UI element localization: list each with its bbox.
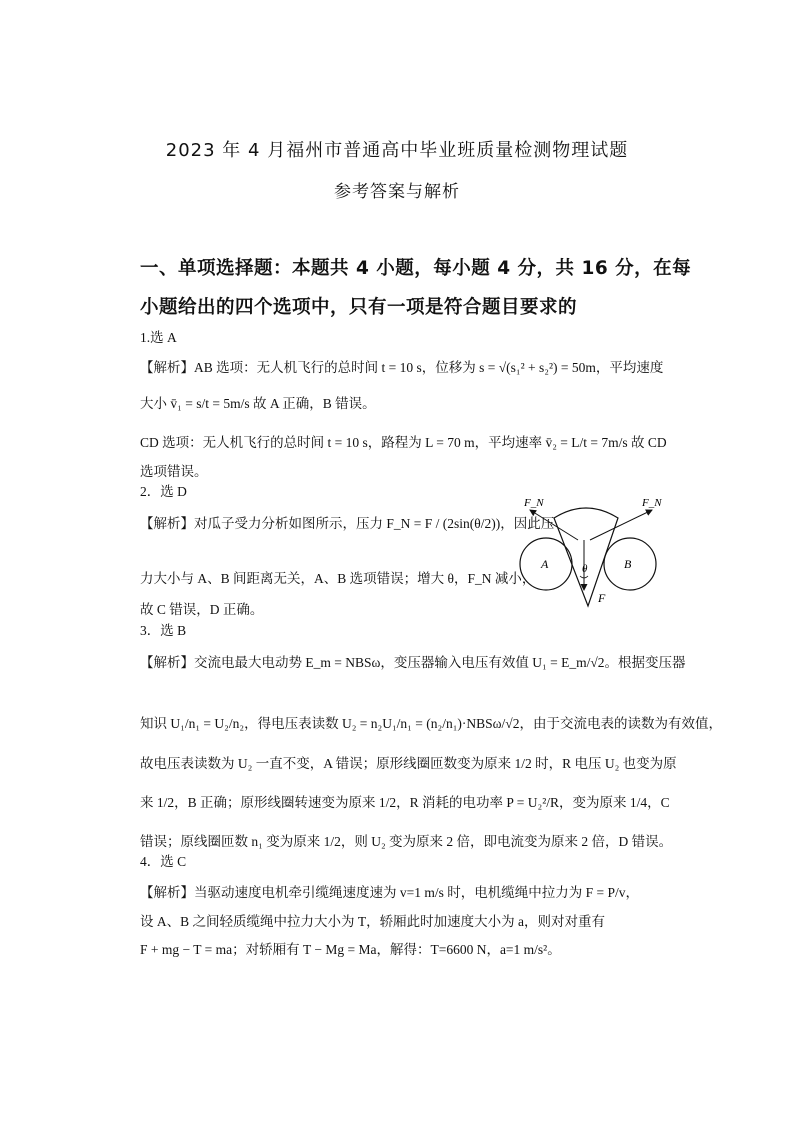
q3-line4: 来 1/2，B 正确；原形线圈转速变为原来 1/2，R 消耗的电功率 P = U₂²/R，变为原来 1/4，C [140, 795, 670, 810]
label-f: F [598, 591, 606, 605]
q1-line3: CD 选项：无人机飞行的总时间 t = 10 s，路程为 L = 70 m，平均速率 v̄₂ = L/t = 7m/s 故 CD [140, 435, 667, 450]
section-heading-line2: 小题给出的四个选项中，只有一项是符合题目要求的 [140, 297, 578, 318]
q1-line1: 【解析】AB 选项：无人机飞行的总时间 t = 10 s，位移为 s = √(s₁² + s₂²) = 50m，平均速度 [140, 360, 664, 375]
label-theta: θ [582, 563, 588, 575]
document-subtitle: 参考答案与解析 [334, 182, 460, 202]
q4-answer: 4．选 C [140, 854, 187, 869]
force-diagram [518, 492, 668, 614]
q2-line3: 故 C 错误，D 正确。 [140, 602, 264, 617]
q3-answer: 3．选 B [140, 623, 187, 638]
q3-line5: 错误；原线圈匝数 n₁ 变为原来 1/2，则 U₂ 变为原来 2 倍，即电流变为原来 2 倍，D 错误。 [140, 834, 673, 849]
label-b: B [624, 557, 632, 571]
q1-line2: 大小 v̄₁ = s/t = 5m/s 故 A 正确，B 错误。 [140, 396, 376, 411]
document-title: 2023 年 4 月福州市普通高中毕业班质量检测物理试题 [165, 140, 629, 161]
label-a: A [541, 557, 549, 571]
q4-line1: 【解析】当驱动速度电机牵引缆绳速度速为 v=1 m/s 时，电机缆绳中拉力为 F = P/v， [140, 885, 639, 900]
label-fn-right: F_N [642, 497, 662, 509]
q4-line2: 设 A、B 之间轻质缆绳中拉力大小为 T，轿厢此时加速度大小为 a，则对对重有 [140, 914, 605, 929]
q3-line1: 【解析】交流电最大电动势 E_m = NBSω，变压器输入电压有效值 U₁ = E_m/√2。根据变压器 [140, 655, 686, 670]
q1-line4: 选项错误。 [140, 464, 208, 479]
section-heading-line1: 一、单项选择题：本题共 4 小题，每小题 4 分，共 16 分，在每 [140, 258, 692, 279]
label-fn-left: F_N [524, 497, 544, 509]
q2-answer: 2．选 D [140, 484, 187, 499]
q2-line1: 【解析】对瓜子受力分析如图所示，压力 F_N = F / (2sin(θ/2))，因此压 [140, 516, 555, 531]
q3-line2: 知识 U₁/n₁ = U₂/n₂，得电压表读数 U₂ = n₂U₁/n₁ = (n₂/n₁)·NBSω/√2，由于交流电表的读数为有效值， [140, 716, 722, 731]
q3-line3: 故电压表读数为 U₂ 一直不变，A 错误；原形线圈匝数变为原来 1/2 时，R 电压 U₂ 也变为原 [140, 756, 677, 771]
q1-answer: 1.选 A [140, 330, 177, 345]
q4-line3: F + mg − T = ma；对轿厢有 T − Mg = Ma，解得：T=6600 N，a=1 m/s²。 [140, 942, 561, 957]
seed-wedge [554, 508, 618, 606]
q2-line2: 力大小与 A、B 间距离无关，A、B 选项错误；增大 θ，F_N 减小， [140, 571, 536, 586]
